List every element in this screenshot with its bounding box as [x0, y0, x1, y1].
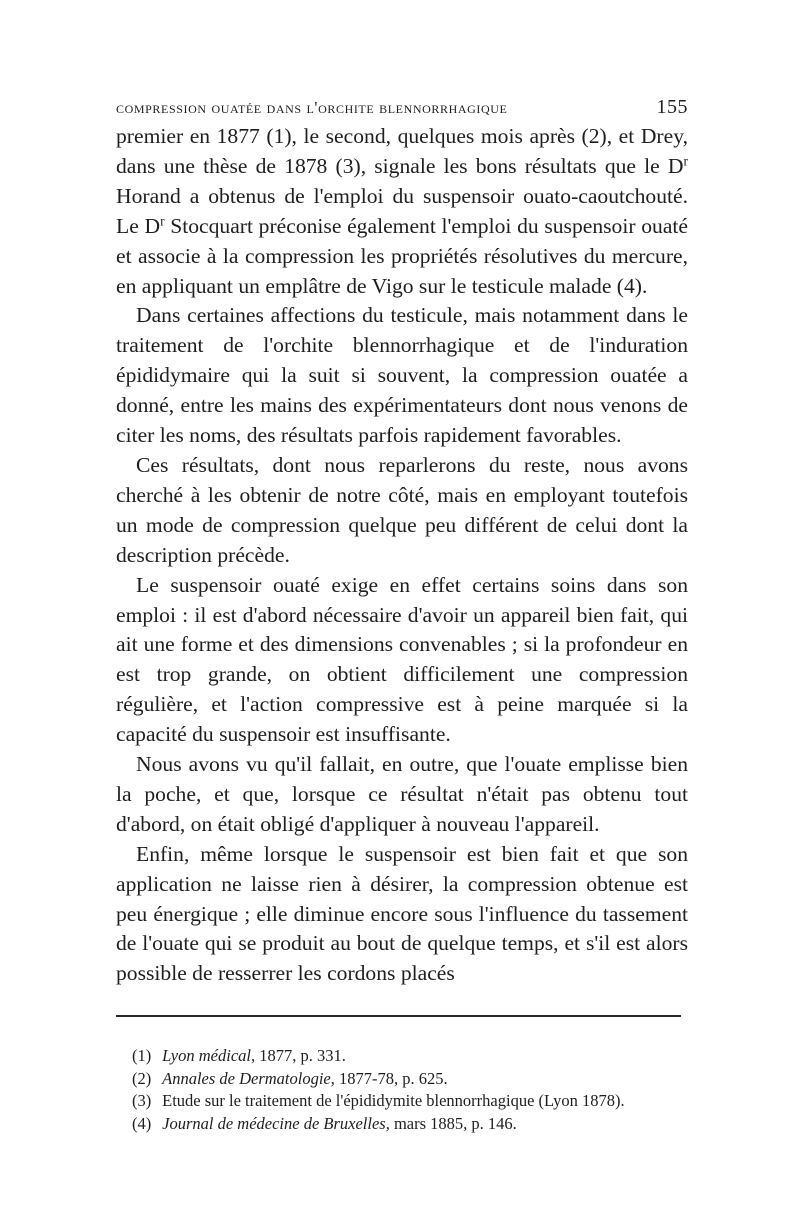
footnote-mark: (1) [132, 1046, 152, 1066]
superscript: r [160, 213, 165, 229]
footnote-1 [132, 1045, 688, 1068]
footnote-3 [132, 1090, 688, 1113]
footnote-text: 1877, p. 331. [255, 1046, 346, 1066]
footnote-text: 1877-78, p. 625. [334, 1068, 448, 1088]
footnote-2 [132, 1068, 688, 1091]
paragraph-text: Stocquart préconise également l'emploi du suspensoir ouaté et associe à la compression les propriétés résolutives du mercure, en appliquant un emplâtre de Vigo sur le testicule malade (4). [116, 213, 688, 298]
superscript: r [683, 153, 688, 169]
footnote-source: Journal de médecine de Bruxelles, [162, 1114, 390, 1134]
paragraph-4: Le suspensoir ouaté exige en effet certains soins dans son emploi : il est d'abord nécessaire d'avoir un appareil bien fait, qui ait une forme et des dimensions convenables ; si la profondeur en est trop grande, on obtient difficilement une compression régulière, et l'action compressive est à peine marquée si la capacité du suspensoir est insuffisante. [116, 572, 688, 747]
running-title: compression ouatée dans l'orchite blennorrhagique [116, 98, 508, 117]
paragraph-3: Ces résultats, dont nous reparlerons du reste, nous avons cherché à les obtenir de notre côté, mais en employant toutefois un mode de compression quelque peu différent de celui dont la description précède. [116, 452, 688, 567]
footnote-mark: (2) [132, 1068, 152, 1088]
paragraph-6: Enfin, même lorsque le suspensoir est bien fait et que son application ne laisse rien à désirer, la compression obtenue est peu énergique ; elle diminue encore sous l'influence du tassement de l'ouate qui se produit au bout de quelque temps, et s'il est alors possible de resserrer les cordons placés [116, 841, 688, 986]
footnotes [116, 1045, 688, 1135]
footnote-divider [116, 1015, 681, 1017]
page-number: 155 [656, 96, 688, 118]
footnote-mark: (4) [132, 1114, 152, 1134]
footnote-source: Annales de Dermatologie, [162, 1068, 335, 1088]
running-head [116, 96, 688, 120]
paragraph-2: Dans certaines affections du testicule, mais notamment dans le traitement de l'orchite blennorrhagique et de l'induration épididymaire qui la suit si souvent, la compression ouatée a donné, entre les mains des expérimentateurs dont nous venons de citer les noms, des résultats parfois rapidement favorables. [116, 303, 688, 448]
footnote-mark: (3) [132, 1091, 152, 1111]
paragraph-1 [116, 122, 688, 301]
book-page [116, 96, 688, 1136]
paragraph-text: premier en 1877 (1), le second, quelques mois après (2), et Drey, dans une thèse de 1878 (3), signale les bons résultats que le D [116, 124, 688, 178]
footnote-text: Etude sur le traitement de l'épididymite blennorrhagique (Lyon 1878). [162, 1091, 625, 1111]
paragraph-5: Nous avons vu qu'il fallait, en outre, que l'ouate emplisse bien la poche, et que, lorsque ce résultat n'était pas obtenu tout d'abord, on était obligé d'appliquer à nouveau l'appareil. [116, 752, 688, 836]
body-text [116, 122, 688, 989]
footnote-text: mars 1885, p. 146. [389, 1114, 517, 1134]
footnote-4 [132, 1113, 688, 1136]
paragraph-text: Horand a obtenus de l'emploi du suspensoir ouato-caoutchouté. Le D [116, 183, 688, 238]
footnote-source: Lyon médical, [162, 1046, 256, 1066]
